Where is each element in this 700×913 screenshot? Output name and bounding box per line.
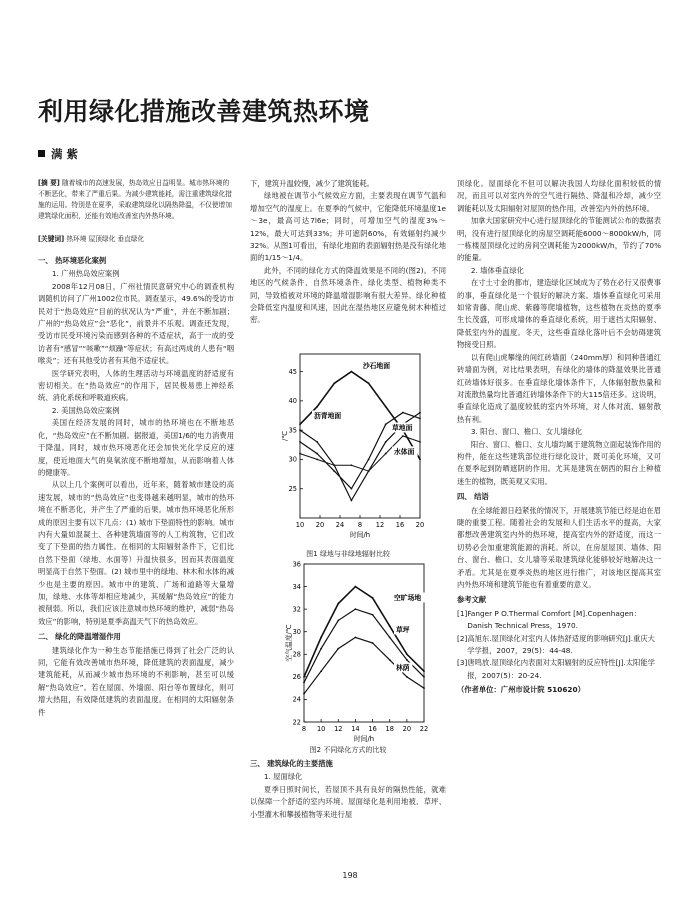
y-tick-label: 22 <box>292 718 301 727</box>
y-tick-label: 45 <box>288 367 297 376</box>
data-point <box>368 382 370 384</box>
paragraph: 建筑绿化作为一种生态节能措施已得到了社会广泛的认同，它能有效改善城市热环境，降低建筑的表面温度，减少建筑能耗，从而减少城市热环境的不利影响，甚至可以缓解“热岛效应”。若在屋面、外墙面、阳台等布置绿化，则可增大热阻，有效降低建筑的表面温度。在相同的太阳辐射条件 <box>38 645 234 717</box>
subsection-heading: 1. 广州热岛效应案例 <box>51 269 120 279</box>
subsection-heading: 2. 美国热岛效应案例 <box>51 405 120 415</box>
abstract-text: 随着城市的高速发展，热岛效应日益明显。城市热环境的不断恶化，带来了严重后果。为减少建筑能耗，需注重建筑绿化措施的运用。特别是在夏季，采取建筑绿化以隔热降温，不仅使增加建筑绿化面积，还能有效地改善室内外热环境。 <box>38 179 232 220</box>
reference-item: [3]唐鸣放.屋顶绿化内表面对太阳辐射的反应特性[J].太阳能学报，2007(5)：20-24. <box>457 658 655 680</box>
paragraph: 在寸土寸金的都市，建造绿化区域成为了势在必行又很费事的事，垂直绿化是一个很好的解决方案。墙体垂直绿化可采用如常青藤、爬山虎、紫藤等爬墙植物，这些植物在炎热的夏季生长茂盛，可形成墙体的垂直绿化系统，用于遮挡太阳辐射、降低室内外的温度。冬天，这些垂直绿化落叶后不会妨碍建筑物接受日照。 <box>457 278 661 350</box>
data-point <box>303 682 305 684</box>
data-point <box>355 636 357 638</box>
data-point <box>303 676 305 678</box>
data-point <box>320 636 322 638</box>
data-point <box>423 687 425 689</box>
plot-frame <box>304 564 424 722</box>
data-point <box>423 676 425 678</box>
section-heading-1: 一、 热环境恶化案例 <box>38 256 107 265</box>
x-axis-label: 时间/h <box>353 735 375 743</box>
author-line <box>38 146 78 162</box>
y-tick-label: 30 <box>288 455 297 464</box>
column-right <box>457 178 661 697</box>
figure-2-caption: 图2 不同绿化方式的比较 <box>309 746 387 754</box>
y-tick-label: 24 <box>292 695 301 704</box>
paragraph: 医学研究表明，人体的生理活动与环境温度的舒适度有密切相关。在“热岛效应”的作用下，居民极易患上神经系统、消化系统和呼吸道疾病。 <box>38 368 234 403</box>
author-name: 满 紫 <box>51 147 79 161</box>
data-point <box>299 423 301 425</box>
column-middle-bottom <box>250 758 446 821</box>
y-tick-label: 32 <box>292 605 301 614</box>
x-tick-label: 20 <box>402 725 412 733</box>
y-tick-label: 40 <box>288 397 297 406</box>
reference-item: [1]Fanger P O.Thermal Comfort [M].Copenhagen：Danish Technical Press，1970. <box>457 608 641 631</box>
y-tick-label: 34 <box>292 582 301 591</box>
x-tick-label: 18 <box>385 725 394 733</box>
data-point <box>299 441 301 443</box>
author-affiliation: （作者单位：广州市设计院 510620） <box>457 685 585 695</box>
x-tick-label: 14 <box>351 725 360 733</box>
section-heading-3: 三、 建筑绿化的主要措施 <box>250 759 333 768</box>
paragraph: 夏季日照时间长，若屋顶不具有良好的隔热性能，就难以保障一个舒适的室内环境。屋面绿化是利用地被、草坪、小型灌木和攀援植物等来进行屋 <box>250 784 446 819</box>
y-tick-label: 25 <box>288 485 297 494</box>
data-point <box>368 459 370 461</box>
abstract <box>38 178 234 222</box>
data-point <box>423 670 425 672</box>
data-point <box>372 597 374 599</box>
figure-1 <box>268 350 433 548</box>
figure-1-chart <box>268 350 433 548</box>
x-tick-label: 20 <box>415 521 425 529</box>
square-bullet-icon <box>38 150 45 157</box>
keywords-text: 热环境 屋顶绿化 垂直绿化 <box>66 235 145 243</box>
data-point <box>419 459 421 461</box>
data-point <box>406 676 408 678</box>
figure-1-caption: 图1 绿地与非绿地辐射比较 <box>306 550 390 558</box>
x-tick-label: 24 <box>335 521 345 529</box>
x-tick-label: 10 <box>316 725 326 733</box>
y-tick-label: 30 <box>292 628 301 637</box>
column-left <box>38 178 234 719</box>
series-label: 沥青地面 <box>314 412 342 420</box>
reference-item: [2]高旭东.屋顶绿化对室内人体热舒适度的影响研究[J].重庆大学学报，2007，29(5)：44-48. <box>457 633 655 656</box>
series-label: 草坪 <box>396 626 410 634</box>
data-point <box>333 470 335 472</box>
data-point <box>337 603 339 605</box>
article-title: 利用绿化措施改善建筑热环境 <box>38 97 370 126</box>
data-point <box>402 412 404 414</box>
data-point <box>368 470 370 472</box>
paragraph: 在全球能源日趋紧张的情况下，开展建筑节能已经是迫在眉睫的重要工程。随着社会的发展和人们生活水平的提高，大家都想改善建筑室内外的热环境，提高室内外的舒适度，而这一切势必会加重建筑能源的消耗。所以，在房屋屋顶、墙体、阳台、窗台、檐口、女儿墙等采取建筑绿化能够较好地解决这一矛盾。尤其是在夏季炎热的地区进行推广，对该地区提高其室内外热环境和建筑节能也有着重要的意义。 <box>457 505 661 589</box>
paragraph: 此外，不同的绿化方式的降温效果是不同的(图2)。不同地区的气候条件、自然环境条件、绿化类型、植物种类不同，导致植被对环境的降温增湿影响有很大差异。绿化种植会降低室内温度和风速，因此在湿热地区应避免树木种植过密。 <box>250 265 446 325</box>
y-tick-label: 26 <box>292 673 301 682</box>
data-point <box>385 453 387 455</box>
x-tick-label: 16 <box>368 725 377 733</box>
data-point <box>355 608 357 610</box>
references-list <box>457 608 661 682</box>
x-tick-label: 20 <box>315 521 325 529</box>
data-point <box>402 435 404 437</box>
data-point <box>351 464 353 466</box>
data-point <box>337 620 339 622</box>
data-point <box>389 659 391 661</box>
x-tick-label: 10 <box>295 521 305 529</box>
subsection-heading: 2. 墙体垂直绿化 <box>470 265 524 275</box>
series-label: 水体面 <box>394 448 415 456</box>
data-point <box>320 670 322 672</box>
y-axis-label: 空气温度/℃ <box>285 624 293 662</box>
data-point <box>385 406 387 408</box>
series-label: 空旷场地 <box>394 594 422 602</box>
keywords <box>38 234 234 245</box>
data-point <box>351 371 353 373</box>
x-tick-label: 22 <box>419 725 429 733</box>
figure-2-chart <box>268 560 433 750</box>
paragraph: 下，建筑升温较慢，减少了建筑能耗。 <box>250 179 375 188</box>
data-point <box>419 441 421 443</box>
references-heading: 参考文献 <box>457 595 487 605</box>
figure-2 <box>268 560 433 750</box>
subsection-heading: 3. 阳台、窗口、檐口、女儿墙绿化 <box>470 427 583 437</box>
paragraph: 2008年12月08日，广州社情民意研究中心的调查机构调随机访问了广州1002位市民。调查显示，49.6%的受访市民对于“热岛效应”目前的状况认为“严重”，并在不断加剧；广州的“热岛效应”会“恶化”，前景并不乐观。调查还发现，受访市民受环境污染而感到各种的不适症状，高于一成的受访者有“感冒”“咳嗽”“烦躁”等症状；有高过两成的人患有“咽喉炎”；还有其他受访者有其他不适症状。 <box>38 281 234 366</box>
data-point <box>316 441 318 443</box>
paragraph: 美国在经济发展的同时，城市的热环境也在不断地恶化，“热岛效应”在不断加剧。据报道，美国1/6的电力消费用于降温。同时，城市热环境恶化还会加快光化学反应的速度，使近地面大气的臭氧浓度不断地增加，从而影响着人体的健康等。 <box>38 418 234 477</box>
x-tick-label: 8 <box>301 725 307 733</box>
data-point <box>389 636 391 638</box>
data-point <box>419 412 421 414</box>
data-point <box>320 648 322 650</box>
series-label: 林荫 <box>396 664 410 672</box>
data-point <box>333 464 335 466</box>
x-tick-label: 16 <box>395 521 405 529</box>
paragraph: 顶绿化。屋面绿化不但可以解决我国人均绿化面积较低的情况，而且可以对室内外的空气进行隔热、降温和冷却，减少空调能耗以及太阳辐射对屋顶的热作用，改善室内外的热环境。 <box>457 179 661 213</box>
paragraph: 绿地被在调节小气候效应方面，主要表现在调节气温和增加空气的湿度上。在夏季的气候中，它能降低环境温度1e～3e，最高可达7l6e；同时，可增加空气的湿度3%～12%，最大可达到33%；并可遮阴60%，有效辐射约减少32%。从图1可看出，有绿化地面的表面辐射热是没有绿化地面的1/15～1/4。 <box>250 191 446 263</box>
data-point <box>406 653 408 655</box>
data-point <box>333 382 335 384</box>
y-tick-label: 35 <box>288 426 297 435</box>
abstract-label: [摘 要] <box>38 179 60 187</box>
data-point <box>406 659 408 661</box>
keywords-label: [关键词] <box>38 235 65 243</box>
series-label: 草地面 <box>392 424 413 432</box>
data-point <box>355 586 357 588</box>
data-point <box>337 648 339 650</box>
data-point <box>372 614 374 616</box>
x-axis-label: 时间/h <box>349 531 371 539</box>
page-number: 198 <box>342 871 358 880</box>
paragraph: 以有爬山虎攀缘的间红砖墙面（240mm厚）和同种普通红砖墙面为例，对比结果表明，有绿化的墙体的降温效果比普通红砖墙体好很多。在垂直绿化墙体条件下，人体辐射散热量和对流散热量均比普通红砖墙体条件下的大115倍还多。这说明，垂直绿化造成了温度较低的室内外环境，对人体对流、辐射散热有利。 <box>457 352 661 424</box>
x-tick-label: 12 <box>334 725 343 733</box>
y-tick-label: 28 <box>292 650 301 659</box>
data-point <box>316 459 318 461</box>
data-point <box>316 453 318 455</box>
data-point <box>372 642 374 644</box>
x-tick-label: 8 <box>357 521 363 529</box>
y-tick-label: 36 <box>292 560 301 569</box>
data-point <box>385 423 387 425</box>
section-heading-2: 二、 绿化的降温增湿作用 <box>38 632 121 642</box>
series-label: 沙石地面 <box>362 362 390 370</box>
data-point <box>385 441 387 443</box>
paragraph: 加拿大国家研究中心进行屋顶绿化的节能测试公布的数据表明，没有进行屋顶绿化的房屋空调耗能6000～8000kW/h，同一栋楼屋顶绿化过的房间空调耗能为2000kW/h，节约了70%的能量。 <box>457 216 661 263</box>
column-middle-top <box>250 178 446 327</box>
paragraph: 从以上几个案例可以看出，近年来，随着城市建设的高速发展，城市的“热岛效应”也变得越来越明显，城市的热环境在不断恶化，并产生了严重的后果。城市热环境恶化所形成的原因主要有以下几点：(1) 城市下垫面特性的影响。城市内有大量如混凝土、各种建筑墙面等的人工构筑物，它们改变了下垫面的热力属性。在相同的太阳辐射条件下，它们比自然下垫面（绿地、水面等）升温快很多，因而其表面温度明显高于自然下垫面。(2) 城市里中的绿地、林木和水体的减少也是主要的原因。城市中的建筑、广场和道路等大量增加，绿地、水体等却相应地减少，其缓解“热岛效应”的能力被削弱。所以，我们应该注意城市热环境的维护，减弱“热岛效应”的影响，特别是夏季高温天气下的热岛效应。 <box>38 480 234 626</box>
data-point <box>299 429 301 431</box>
subsection-heading: 1. 屋面绿化 <box>263 772 303 782</box>
data-point <box>316 406 318 408</box>
data-point <box>303 693 305 695</box>
data-point <box>351 500 353 502</box>
data-point <box>299 453 301 455</box>
y-axis-label: /℃ <box>281 431 289 441</box>
section-heading-4: 四、 结语 <box>457 492 489 502</box>
data-point <box>419 418 421 420</box>
data-point <box>389 625 391 627</box>
paragraph: 阳台、窗口、檐口、女儿墙均属于建筑物立面起装饰作用的构件，能在这些建筑部位进行绿化设计，既可美化环境，又可在夏季起到防晒遮阴的作用。尤其是建筑在朝西的阳台上种植迷生的植物，既美观又实用。 <box>457 439 661 486</box>
data-point <box>351 488 353 490</box>
x-tick-label: 12 <box>375 521 385 529</box>
